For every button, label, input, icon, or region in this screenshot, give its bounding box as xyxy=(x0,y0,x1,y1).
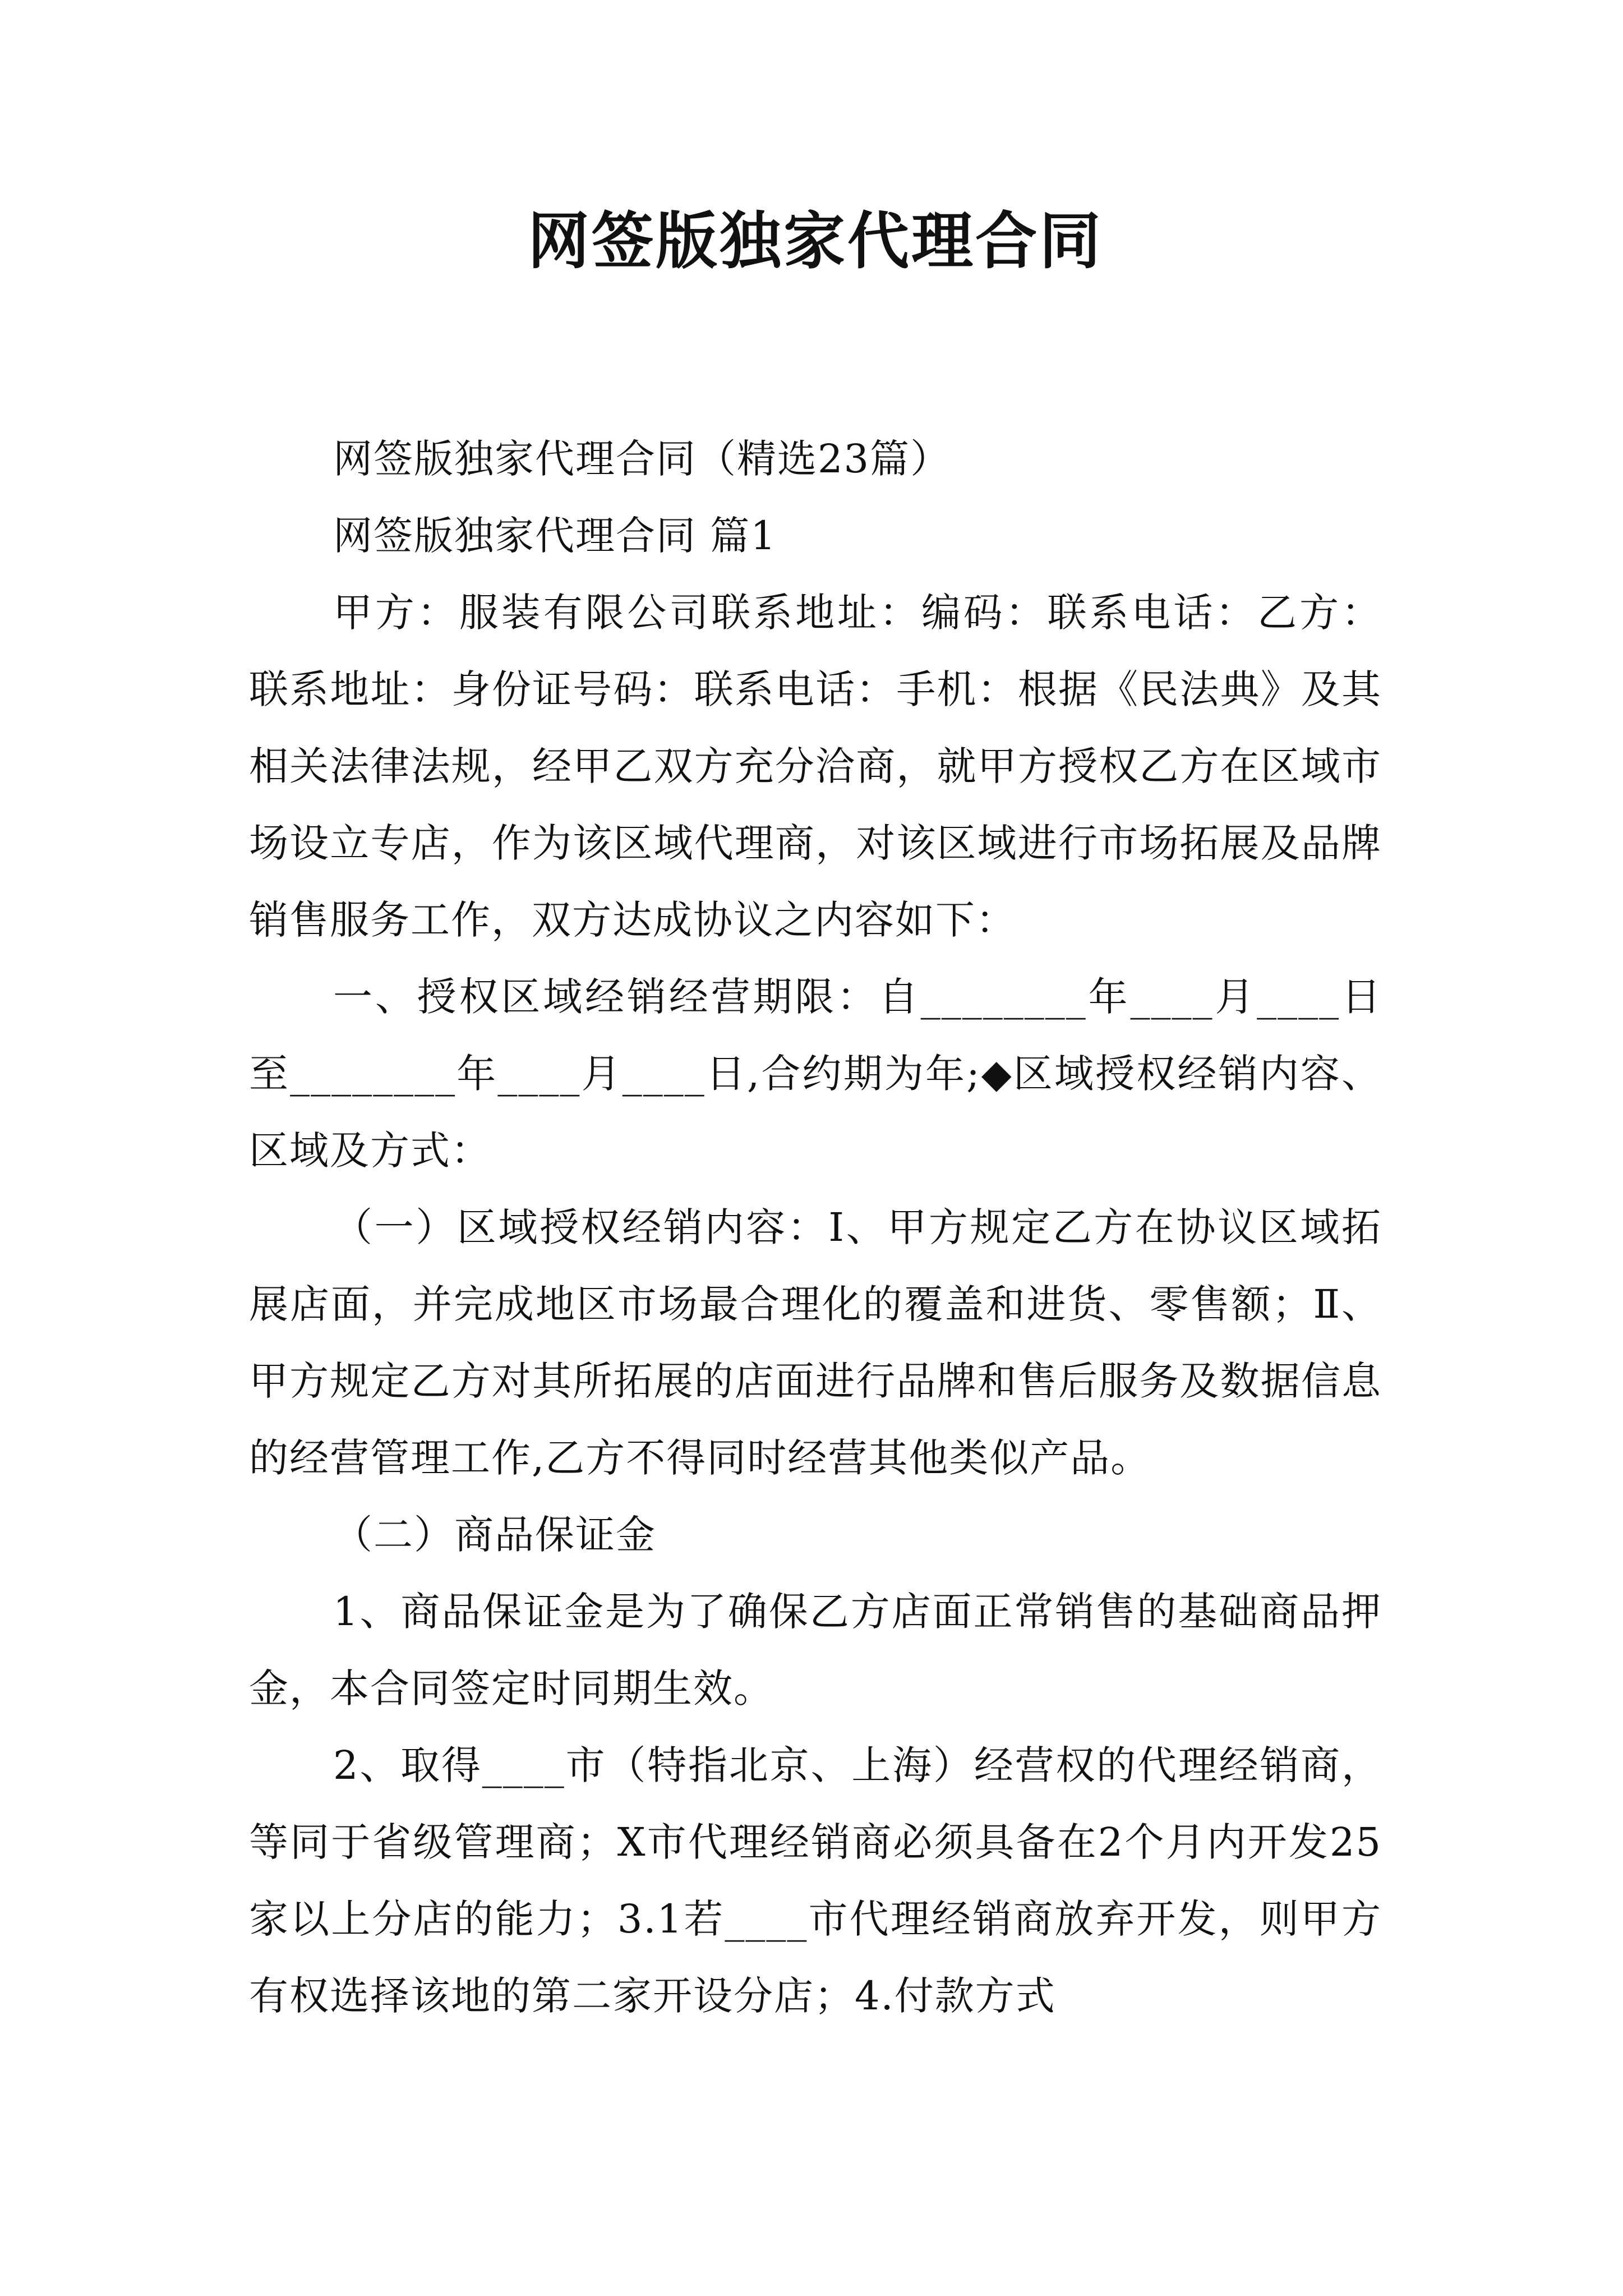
paragraph-parties: 甲方：服装有限公司联系地址：编码：联系电话：乙方：联系地址：身份证号码：联系电话：手机：根据《民法典》及其相关法律法规，经甲乙双方充分洽商，就甲方授权乙方在区域市场设立专店，作为该区域代理商，对该区域进行市场拓展及品牌销售服务工作，双方达成协议之内容如下： xyxy=(249,590,1382,943)
paragraph-section-heading: 网签版独家代理合同 篇1 xyxy=(333,513,777,559)
paragraph-deposit-1: 1、商品保证金是为了确保乙方店面正常销售的基础商品押金，本合同签定时同期生效。 xyxy=(249,1589,1382,1711)
paragraph-authorization-content: （一）区域授权经销内容：Ⅰ、甲方规定乙方在协议区域拓展店面，并完成地区市场最合理化的覆盖和进货、零售额；Ⅱ、甲方规定乙方对其所拓展的店面进行品牌和售后服务及数据信息的经营管理工作,乙方不得同时经营其他类似产品。 xyxy=(249,1204,1382,1481)
paragraph-term: 一、授权区域经销经营期限：自________年____月____日至________年____月____日,合约期为年;◆区域授权经销内容、区域及方式： xyxy=(249,974,1382,1174)
document-body xyxy=(249,421,1382,2035)
paragraph-deposit-2: 2、取得____市（特指北京、上海）经营权的代理经销商，等同于省级管理商；X市代理经销商必须具备在2个月内开发25家以上分店的能力；3.1若____市代理经销商放弃开发，则甲方有权选择该地的第二家开设分店；4.付款方式 xyxy=(249,1742,1382,2019)
paragraph-subtitle: 网签版独家代理合同（精选23篇） xyxy=(333,436,951,482)
document-title: 网签版独家代理合同 xyxy=(528,205,1103,277)
paragraph-deposit-heading: （二）商品保证金 xyxy=(333,1512,656,1558)
